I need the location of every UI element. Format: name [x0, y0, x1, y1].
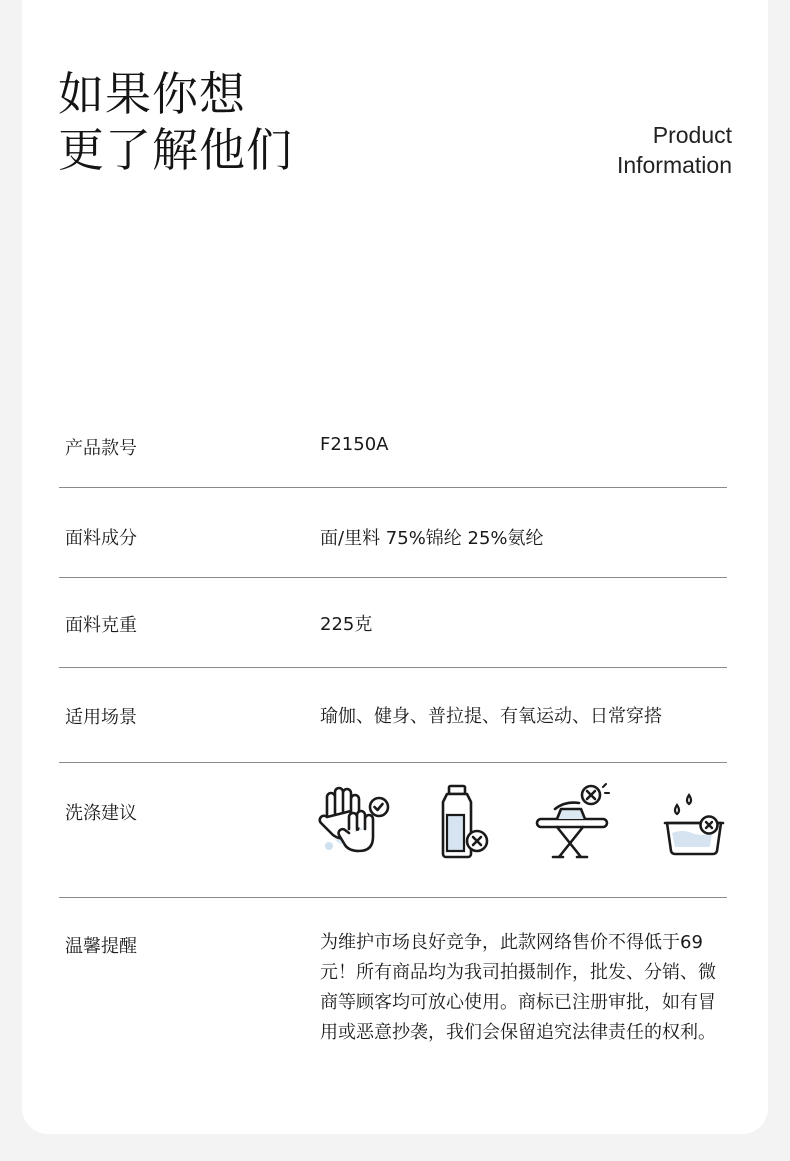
subhead-line-2: Information	[616, 152, 732, 178]
spec-value: F2150A	[320, 434, 389, 455]
spec-label: 产品款号	[65, 438, 137, 459]
spec-row-fabric-composition	[59, 488, 727, 578]
spec-row-notice	[59, 898, 727, 1098]
spec-label: 温馨提醒	[65, 936, 137, 957]
notice-text: 为维护市场良好竞争，此款网络售价不得低于69元！所有商品均为我司拍摄制作，批发、分销、微商等顾客均可放心使用。商标已注册审批，如有冒用或恶意抄袭，我们会保留追究法律责任的权利。	[320, 932, 716, 1043]
spec-row-fabric-weight	[59, 578, 727, 668]
spec-label: 面料成分	[65, 528, 137, 549]
subhead-line-1: Product	[652, 122, 732, 148]
spec-label: 洗涤建议	[65, 803, 137, 824]
spec-row-wash-care	[59, 763, 727, 898]
no-ironing-icon	[535, 783, 611, 863]
headline-line-1: 如果你想	[58, 67, 246, 121]
spec-row-use-scenarios	[59, 668, 727, 763]
product-info-card	[22, 0, 768, 1134]
spec-value: 面/里料 75%锦纶 25%氨纶	[320, 528, 544, 549]
spec-label: 面料克重	[65, 615, 137, 636]
spec-label: 适用场景	[65, 707, 137, 728]
hand-wash-icon	[317, 783, 395, 863]
headline-line-2: 更了解他们	[58, 123, 293, 177]
spec-value: 瑜伽、健身、普拉提、有氧运动、日常穿搭	[320, 706, 662, 727]
no-bleach-detergent-icon	[437, 783, 493, 863]
spec-value: 225克	[320, 614, 373, 635]
headline	[58, 66, 293, 178]
spec-row-style-number	[59, 420, 727, 488]
subhead	[617, 120, 732, 180]
no-machine-wash-icon	[663, 783, 727, 863]
